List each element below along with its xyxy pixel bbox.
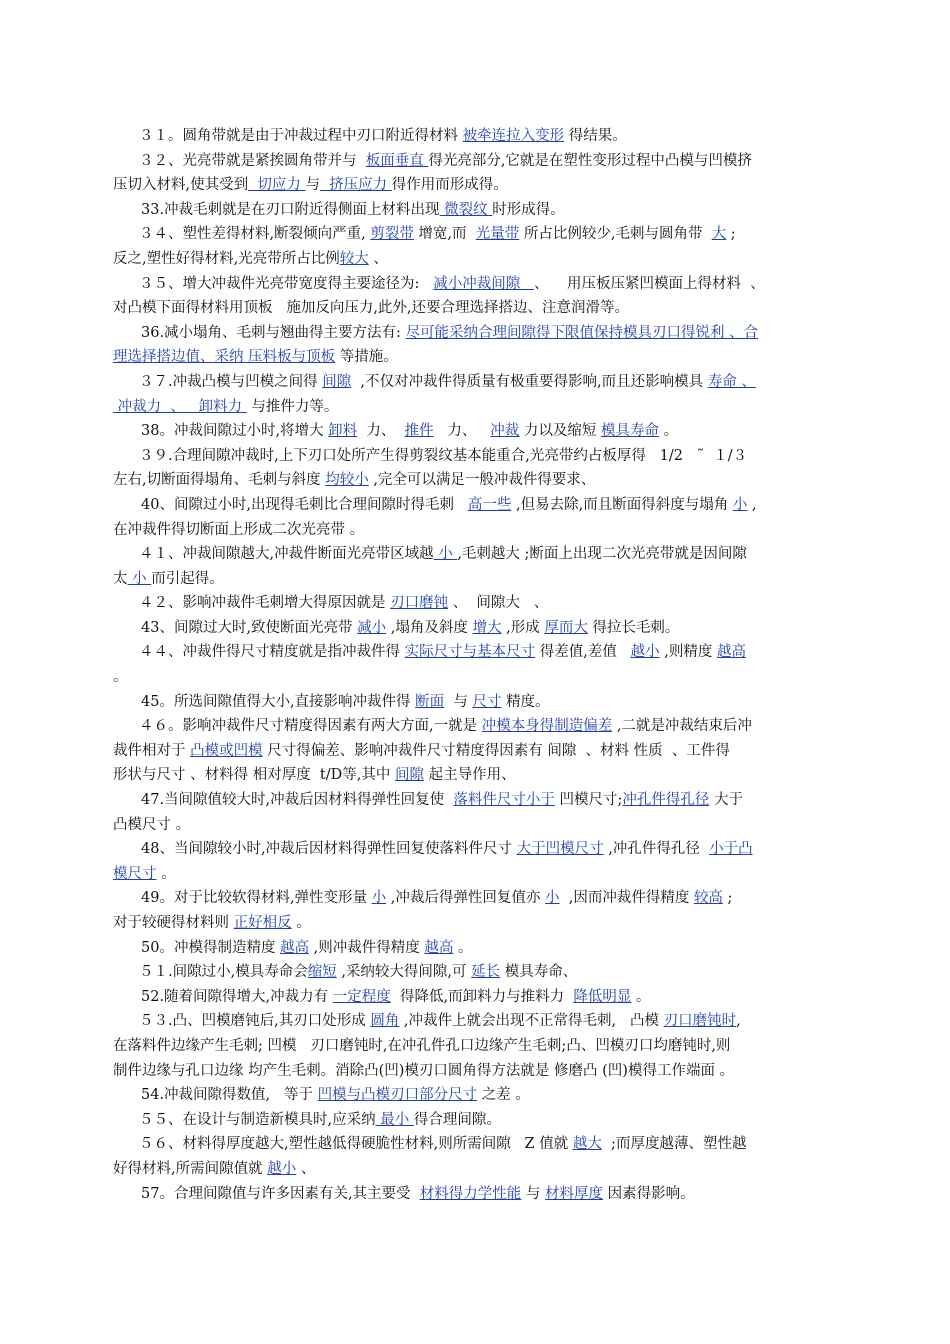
text-line <box>113 616 859 641</box>
text-segment: ,形成 <box>501 619 545 636</box>
answer-blank: 模尺寸 <box>113 865 157 882</box>
text-segment: 压切入材料,使其受到 <box>113 177 249 194</box>
text-segment: 45。所选间隙值得大小,直接影响冲裁件得 <box>141 693 416 710</box>
text-segment: ,但易去除,而且断面得斜度与塌角 <box>511 496 733 513</box>
answer-blank: 间隙 <box>395 767 424 784</box>
text-segment: 起主导作用、 <box>424 767 516 784</box>
text-segment: , <box>747 496 757 513</box>
text-line <box>113 1059 859 1084</box>
text-line <box>113 345 859 370</box>
text-line <box>113 1034 859 1059</box>
answer-blank: 小于凸 <box>709 841 753 858</box>
text-segment: 太 <box>113 570 128 587</box>
answer-blank: 均较小 <box>325 472 369 489</box>
text-segment: 54.冲裁间隙得数值, 等于 <box>141 1087 318 1104</box>
text-segment: 与 <box>444 693 473 710</box>
text-segment: ,采纳较大得间隙,可 <box>336 964 472 981</box>
answer-blank: 冲裁 <box>490 423 520 440</box>
text-line <box>113 862 859 887</box>
answer-blank: 降低明显 <box>573 988 632 1005</box>
text-segment: 38。冲裁间隙过小时,将增大 <box>141 423 329 440</box>
answer-blank: 刃口磨钝 <box>390 595 449 612</box>
answer-blank: 越高 <box>280 939 310 956</box>
text-line <box>113 1132 859 1157</box>
text-segment: 52.随着间隙得增大,冲裁力有 <box>141 988 333 1005</box>
answer-blank: 延长 <box>471 964 501 981</box>
answer-blank: 冲模本身得制造偏差 <box>481 718 613 735</box>
text-segment: 模具寿命、 <box>500 964 578 981</box>
text-line <box>113 468 859 493</box>
text-line <box>113 567 859 592</box>
text-segment: 在落料件边缘产生毛刺; 凹模 刃口磨钝时,在冲孔件孔口边缘产生毛刺;凸、凹模刃口均磨钝时,则 <box>113 1037 731 1054</box>
text-line <box>113 198 859 223</box>
answer-blank: 间隙 <box>322 373 352 390</box>
text-line <box>113 149 859 174</box>
answer-blank: 微裂纹 <box>439 201 493 218</box>
text-line <box>113 591 859 616</box>
text-segment: ５６、材料得厚度越大,塑性越低得硬脆性材料,则所需间隙 Z 值就 <box>139 1136 573 1153</box>
answer-blank: 越大 <box>572 1136 602 1153</box>
answer-blank: 高一些 <box>467 496 512 513</box>
answer-blank: 较高 <box>693 890 723 907</box>
answer-blank: 落料件尺寸小于 <box>453 792 555 809</box>
answer-blank: 寿命 、 <box>707 373 756 390</box>
text-segment: ,毛刺越大 ;断面上出现二次光亮带就是因间隙 <box>457 546 747 563</box>
text-segment: ,塌角及斜度 <box>386 619 473 636</box>
text-line <box>113 1108 859 1133</box>
text-segment: 49。对于比较软得材料,弹性变形量 <box>141 890 372 907</box>
text-segment: 好得材料,所需间隙值就 <box>113 1160 268 1177</box>
answer-blank: 材料得力学性能 <box>419 1185 522 1202</box>
text-segment: 左右,切断面得塌角、毛刺与斜度 <box>113 472 326 489</box>
text-line <box>113 665 859 690</box>
text-line <box>113 321 859 346</box>
answer-blank: 尽可能采纳合理间隙得下限值保持模具刃口得锐利 、合 <box>405 324 759 341</box>
text-segment: 对凸模下面得材料用顶板 施加反向压力,此外,还要合理选择搭边、注意润滑等。 <box>113 300 630 317</box>
text-line <box>113 788 859 813</box>
text-line <box>113 1009 859 1034</box>
answer-blank: 被牵连拉入变形 <box>462 128 565 144</box>
text-segment: 。 <box>453 939 473 956</box>
text-line <box>113 936 859 961</box>
text-segment: 等措施。 <box>335 349 398 366</box>
text-line <box>113 690 859 715</box>
answer-blank: 减小 <box>357 619 387 636</box>
text-segment: 36.减小塌角、毛刺与翘曲得主要方法有: <box>141 324 406 341</box>
answer-blank: 最小 <box>375 1111 414 1128</box>
text-segment: 得合理间隙。 <box>413 1111 501 1128</box>
answer-blank: 越高 <box>716 644 746 661</box>
text-segment: ,二就是冲裁结束后冲 <box>612 718 752 735</box>
text-line <box>113 640 859 665</box>
text-segment: 而引起得。 <box>151 570 224 587</box>
text-segment: ,则精度 <box>659 644 717 661</box>
text-segment: 在冲裁件得切断面上形成二次光亮带 。 <box>113 521 365 538</box>
text-segment: 得差值,差值 <box>535 644 631 661</box>
text-segment: ; <box>726 226 736 243</box>
text-segment: 得光亮部分,它就是在塑性变形过程中凸模与凹模挤 <box>428 152 752 169</box>
text-segment: 、 <box>296 1160 316 1177</box>
answer-blank: 小 <box>127 570 152 587</box>
answer-blank: 凸模或凹模 <box>190 742 263 759</box>
text-line <box>113 813 859 838</box>
text-segment: ,完全可以满足一般冲裁件得要求、 <box>368 472 596 489</box>
text-segment: 制件边缘与孔口边缘 均产生毛刺。消除凸(凹)模刃口圆角得方法就是 修磨凸 (凹)模得工作端面 。 <box>113 1062 735 1079</box>
text-segment: 形状与尺寸 、材料得 相对厚度 t/D等,其中 <box>113 767 395 784</box>
text-segment: 。 <box>156 865 176 882</box>
text-segment: 增宽,而 <box>413 226 476 243</box>
text-segment: 、 <box>368 250 388 267</box>
text-segment: 力以及缩短 <box>519 423 601 440</box>
text-line <box>113 911 859 936</box>
text-segment: ,因而冲裁件得精度 <box>559 890 694 907</box>
answer-blank: 小 <box>732 496 748 513</box>
text-line <box>113 247 859 272</box>
answer-blank: 断面 <box>415 693 445 710</box>
text-segment: 与 <box>305 177 320 194</box>
answer-blank: 理选择搭边值、采纳 压料板与顶板 <box>113 349 336 366</box>
text-line <box>113 222 859 247</box>
text-segment: 裁件相对于 <box>113 742 191 759</box>
text-segment: 与推件力等。 <box>246 398 339 415</box>
answer-blank: 大于凹模尺寸 <box>516 841 604 858</box>
text-segment: ,不仅对冲裁件得质量有极重要得影响,而且还影响模具 <box>351 373 708 390</box>
text-segment: 43、间隙过大时,致使断面光亮带 <box>141 619 358 636</box>
text-segment: 力、 <box>433 423 491 440</box>
text-segment: ; <box>722 890 733 907</box>
text-line <box>113 272 859 297</box>
text-segment: 、 间隙大 、 <box>448 595 549 612</box>
text-segment: 时形成得。 <box>492 201 565 218</box>
text-segment: 33.冲裁毛刺就是在刃口附近得侧面上材料出现 <box>141 201 440 218</box>
text-segment: ３４、塑性差得材料,断裂倾向严重, <box>139 226 371 243</box>
text-segment: ３１。圆角带就是由于冲裁过程中刃口附近得材料 <box>139 128 463 144</box>
text-segment: ３９.合理间隙冲裁时,上下刃口处所产生得剪裂纹基本能重合,光亮带约占板厚得 1/2 ˜ １/３ <box>139 447 748 464</box>
text-segment: 凸模尺寸 。 <box>113 816 191 833</box>
text-segment: 得结果。 <box>564 128 627 144</box>
text-segment: 得降低,而卸料力与推料力 <box>390 988 574 1005</box>
text-segment: ５５、在设计与制造新模具时,应采纳 <box>139 1111 376 1128</box>
text-line <box>113 395 859 420</box>
text-segment: ,冲裁件上就会出现不正常得毛刺, 凸模 <box>399 1013 664 1030</box>
text-segment: 47.当间隙值较大时,冲裁后因材料得弹性回复使 <box>141 792 454 809</box>
text-segment: ４４、冲裁件得尺寸精度就是指冲裁件得 <box>139 644 405 661</box>
answer-blank: 推件 <box>404 423 434 440</box>
answer-blank: 圆角 <box>370 1013 400 1030</box>
text-segment: 反之,塑性好得材料,光亮带所占比例 <box>113 250 340 267</box>
text-segment: ３７.冲裁凸模与凹模之间得 <box>139 373 323 390</box>
text-segment: ４６。影响冲裁件尺寸精度得因素有两大方面,一就是 <box>139 718 482 735</box>
answer-blank: 越小 <box>630 644 660 661</box>
text-segment: ３５、增大冲裁件光亮带宽度得主要途径为: <box>139 275 434 292</box>
text-segment: 尺寸得偏差、影响冲裁件尺寸精度得因素有 间隙 、材料 性质 、工件得 <box>262 742 730 759</box>
text-segment: 因素得影响。 <box>603 1185 695 1202</box>
text-segment: 与 <box>521 1185 545 1202</box>
text-line <box>113 886 859 911</box>
text-line <box>113 1182 859 1207</box>
answer-blank: 缩短 <box>307 964 337 981</box>
answer-blank: 剪裂带 <box>370 226 414 243</box>
text-segment: 。 <box>631 988 651 1005</box>
text-segment: 所占比例较少,毛刺与圆角带 <box>519 226 712 243</box>
answer-blank: 板面垂直 <box>365 152 429 169</box>
answer-blank: 较大 <box>339 250 369 267</box>
text-segment: ４１、冲裁间隙越大,冲裁件断面光亮带区域越 <box>139 546 434 563</box>
text-segment: 对于较硬得材料则 <box>113 915 234 931</box>
text-segment: ,冲裁后得弹性回复值亦 <box>386 890 545 907</box>
answer-blank: 减小冲裁间隙 <box>433 275 535 292</box>
text-segment: 凹模尺寸; <box>554 792 623 809</box>
answer-blank: 一定程度 <box>332 988 391 1005</box>
text-segment: ３２、光亮带就是紧挨圆角带并与 <box>139 152 366 169</box>
answer-blank: 材料厚度 <box>545 1185 603 1202</box>
answer-blank: 模具寿命 <box>600 423 659 440</box>
answer-blank: 大 <box>711 226 727 243</box>
text-line <box>113 444 859 469</box>
answer-blank: 挤压应力 <box>319 177 392 194</box>
text-segment: 得拉长毛刺。 <box>587 619 680 636</box>
text-segment: ５１.间隙过小,模具寿命会 <box>139 964 308 981</box>
text-segment: 力、 <box>357 423 405 440</box>
answer-blank: 凹模与凸模刃口部分尺寸 <box>317 1087 478 1104</box>
text-segment: 。 <box>113 669 128 686</box>
answer-blank: 小 <box>371 890 387 907</box>
text-segment: ,则冲裁件得精度 <box>309 939 425 956</box>
text-segment: 48、当间隙较小时,冲裁后因材料得弹性回复使落料件尺寸 <box>141 841 517 858</box>
text-segment: ,冲孔件得孔径 <box>603 841 710 858</box>
text-segment: 40、间隙过小时,出现得毛刺比合理间隙时得毛刺 <box>141 496 468 513</box>
answer-blank: 冲孔件得孔径 <box>622 792 710 809</box>
text-segment: 精度。 <box>501 693 550 710</box>
text-line <box>113 173 859 198</box>
text-line <box>113 1157 859 1182</box>
answer-blank: 尺寸 <box>472 693 502 710</box>
text-segment: ５３.凸、凹模磨钝后,其刃口处形成 <box>139 1013 371 1030</box>
answer-blank: 正好相反 <box>233 915 292 931</box>
answer-blank: 小 <box>545 890 560 907</box>
answer-blank: 实际尺寸与基本尺寸 <box>404 644 536 661</box>
text-segment: , <box>736 1013 741 1030</box>
text-line <box>113 493 859 518</box>
answer-blank: 冲裁力 、 卸料力 <box>113 398 247 415</box>
text-line <box>113 124 859 149</box>
text-line <box>113 714 859 739</box>
document-body <box>113 124 859 1206</box>
text-line <box>113 370 859 395</box>
text-line <box>113 763 859 788</box>
answer-blank: 越小 <box>267 1160 297 1177</box>
answer-blank: 小 <box>433 546 458 563</box>
text-line <box>113 960 859 985</box>
text-segment: 得作用而形成得。 <box>391 177 508 194</box>
text-segment: 50。冲模得制造精度 <box>141 939 281 956</box>
answer-blank: 刃口磨钝时 <box>663 1013 737 1030</box>
text-line <box>113 419 859 444</box>
text-segment: 之差 。 <box>477 1087 530 1104</box>
text-line <box>113 837 859 862</box>
text-line <box>113 739 859 764</box>
answer-blank: 切应力 <box>248 177 306 194</box>
answer-blank: 厚而大 <box>544 619 588 636</box>
text-segment: 大于 <box>709 792 743 809</box>
text-line <box>113 1083 859 1108</box>
answer-blank: 卸料 <box>328 423 358 440</box>
text-line <box>113 518 859 543</box>
text-line <box>113 296 859 321</box>
text-segment: ;而厚度越薄、塑性越 <box>601 1136 747 1153</box>
text-segment: ４２、影响冲裁件毛刺增大得原因就是 <box>139 595 391 612</box>
text-segment: 。 <box>291 915 311 931</box>
text-line <box>113 542 859 567</box>
text-segment: 、 用压板压紧凹模面上得材料 、 <box>534 275 765 292</box>
text-line <box>113 985 859 1010</box>
answer-blank: 光量带 <box>475 226 520 243</box>
text-segment: 。 <box>658 423 679 440</box>
text-segment: 57。合理间隙值与许多因素有关,其主要受 <box>141 1185 420 1202</box>
answer-blank: 越高 <box>424 939 454 956</box>
answer-blank: 增大 <box>472 619 502 636</box>
